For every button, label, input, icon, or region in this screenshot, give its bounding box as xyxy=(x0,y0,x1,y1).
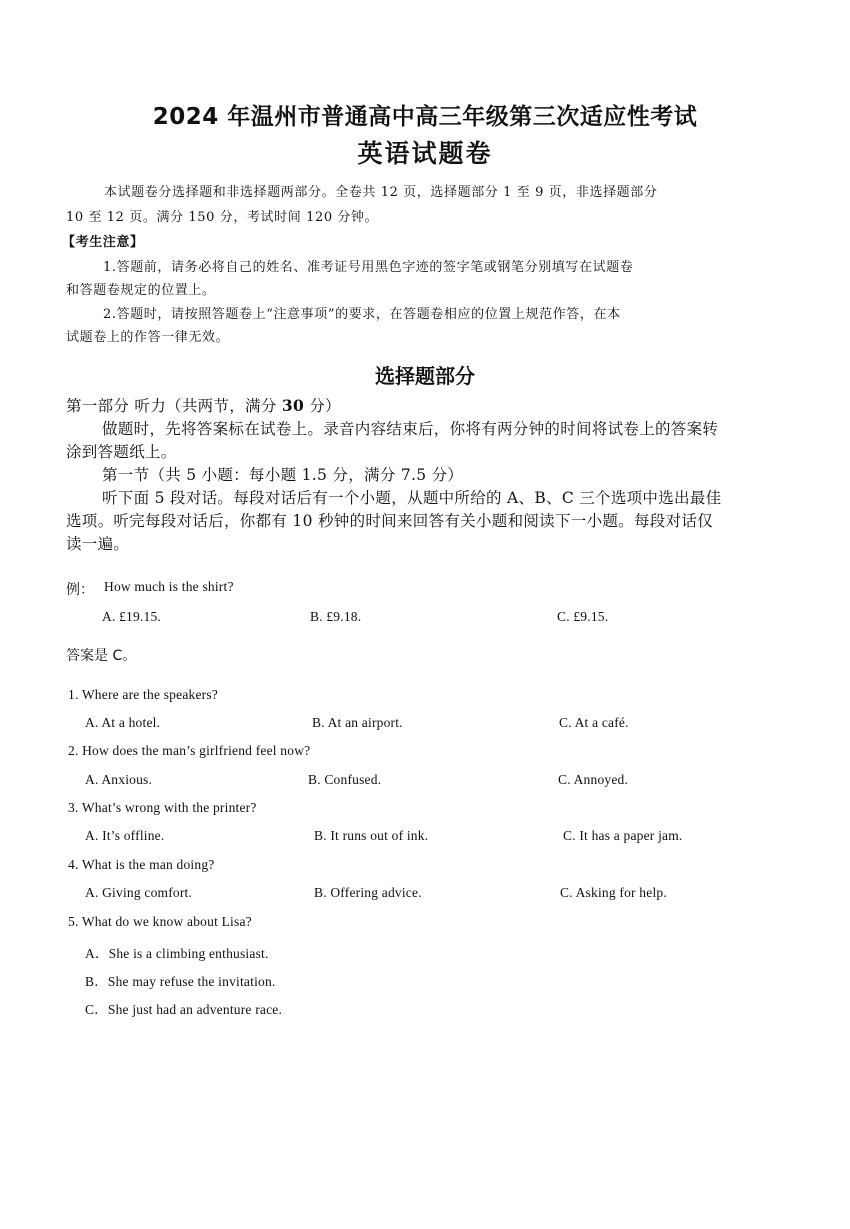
question-5-option-b: B．She may refuse the invitation. xyxy=(85,974,276,989)
question-4-option-b: B. Offering advice. xyxy=(314,885,422,900)
question-5-option-c: C．She just had an adventure race. xyxy=(85,1002,283,1017)
question-1-option-a: A. At a hotel. xyxy=(85,715,161,730)
note-1-line-1: 1.答题前，请务必将自己的姓名、准考证号用黑色字迹的签字笔或钢笔分别填写在试题卷 xyxy=(103,260,634,275)
instruction-2-line-3: 读一遍。 xyxy=(66,535,130,553)
instruction-1-line-1: 做题时，先将答案标在试卷上。录音内容结束后，你将有两分钟的时间将试卷上的答案转 xyxy=(102,420,719,438)
question-4-stem: 4. What is the man doing? xyxy=(68,857,215,872)
part-1-heading xyxy=(66,394,341,416)
part-1-score: 30 xyxy=(281,396,305,415)
note-2-line-2: 试题卷上的作答一律无效。 xyxy=(66,330,230,345)
question-2-option-a: A. Anxious. xyxy=(85,772,153,787)
example-answer: 答案是 C。 xyxy=(66,648,137,664)
question-2-option-c: C. Annoyed. xyxy=(558,772,629,787)
intro-line-2: 10 至 12 页。满分 150 分，考试时间 120 分钟。 xyxy=(66,210,379,225)
question-3-option-c: C. It has a paper jam. xyxy=(563,828,683,843)
question-4-option-c: C. Asking for help. xyxy=(560,885,667,900)
part-1-suffix: 分） xyxy=(304,397,341,415)
note-2-line-1: 2.答题时，请按照答题卷上“注意事项”的要求，在答题卷相应的位置上规范作答，在本 xyxy=(103,307,621,322)
question-3-option-a: A. It’s offline. xyxy=(85,828,165,843)
instruction-1-line-2: 涂到答题纸上。 xyxy=(66,443,177,461)
question-1-option-c: C. At a café. xyxy=(559,715,629,730)
question-5-stem: 5. What do we know about Lisa? xyxy=(68,914,252,929)
example-option-c: C. £9.15. xyxy=(557,609,609,624)
exam-subtitle: 英语试题卷 xyxy=(357,139,493,168)
question-2-option-b: B. Confused. xyxy=(308,772,382,787)
question-1-stem: 1. Where are the speakers? xyxy=(68,687,218,702)
notice-heading: 【考生注意】 xyxy=(62,235,144,250)
intro-line-1: 本试题卷分选择题和非选择题两部分。全卷共 12 页，选择题部分 1 至 9 页，非选择题部分 xyxy=(104,185,658,200)
question-1-option-b: B. At an airport. xyxy=(312,715,403,730)
instruction-2-line-1: 听下面 5 段对话。每段对话后有一个小题，从题中所给的 A、B、C 三个选项中选出最佳 xyxy=(102,489,722,507)
part-1-prefix: 第一部分 听力（共两节，满分 xyxy=(66,397,282,415)
note-1-line-2: 和答题卷规定的位置上。 xyxy=(66,283,216,298)
question-5-option-a: A．She is a climbing enthusiast. xyxy=(85,946,269,961)
question-4-option-a: A. Giving comfort. xyxy=(85,885,193,900)
instruction-2-line-2: 选项。听完每段对话后，你都有 10 秒钟的时间来回答有关小题和阅读下一小题。每段对话仅 xyxy=(66,512,713,530)
example-question: How much is the shirt? xyxy=(104,579,234,594)
example-label: 例： xyxy=(66,582,94,598)
section-title: 选择题部分 xyxy=(375,364,475,388)
question-3-stem: 3. What’s wrong with the printer? xyxy=(68,800,257,815)
question-3-option-b: B. It runs out of ink. xyxy=(314,828,429,843)
example-option-a: A. £19.15. xyxy=(102,609,161,624)
section-1-heading: 第一节（共 5 小题：每小题 1.5 分，满分 7.5 分） xyxy=(102,466,464,484)
exam-title: 2024 年温州市普通高中高三年级第三次适应性考试 xyxy=(152,104,698,130)
question-2-stem: 2. How does the man’s girlfriend feel now? xyxy=(68,743,311,758)
example-option-b: B. £9.18. xyxy=(310,609,362,624)
